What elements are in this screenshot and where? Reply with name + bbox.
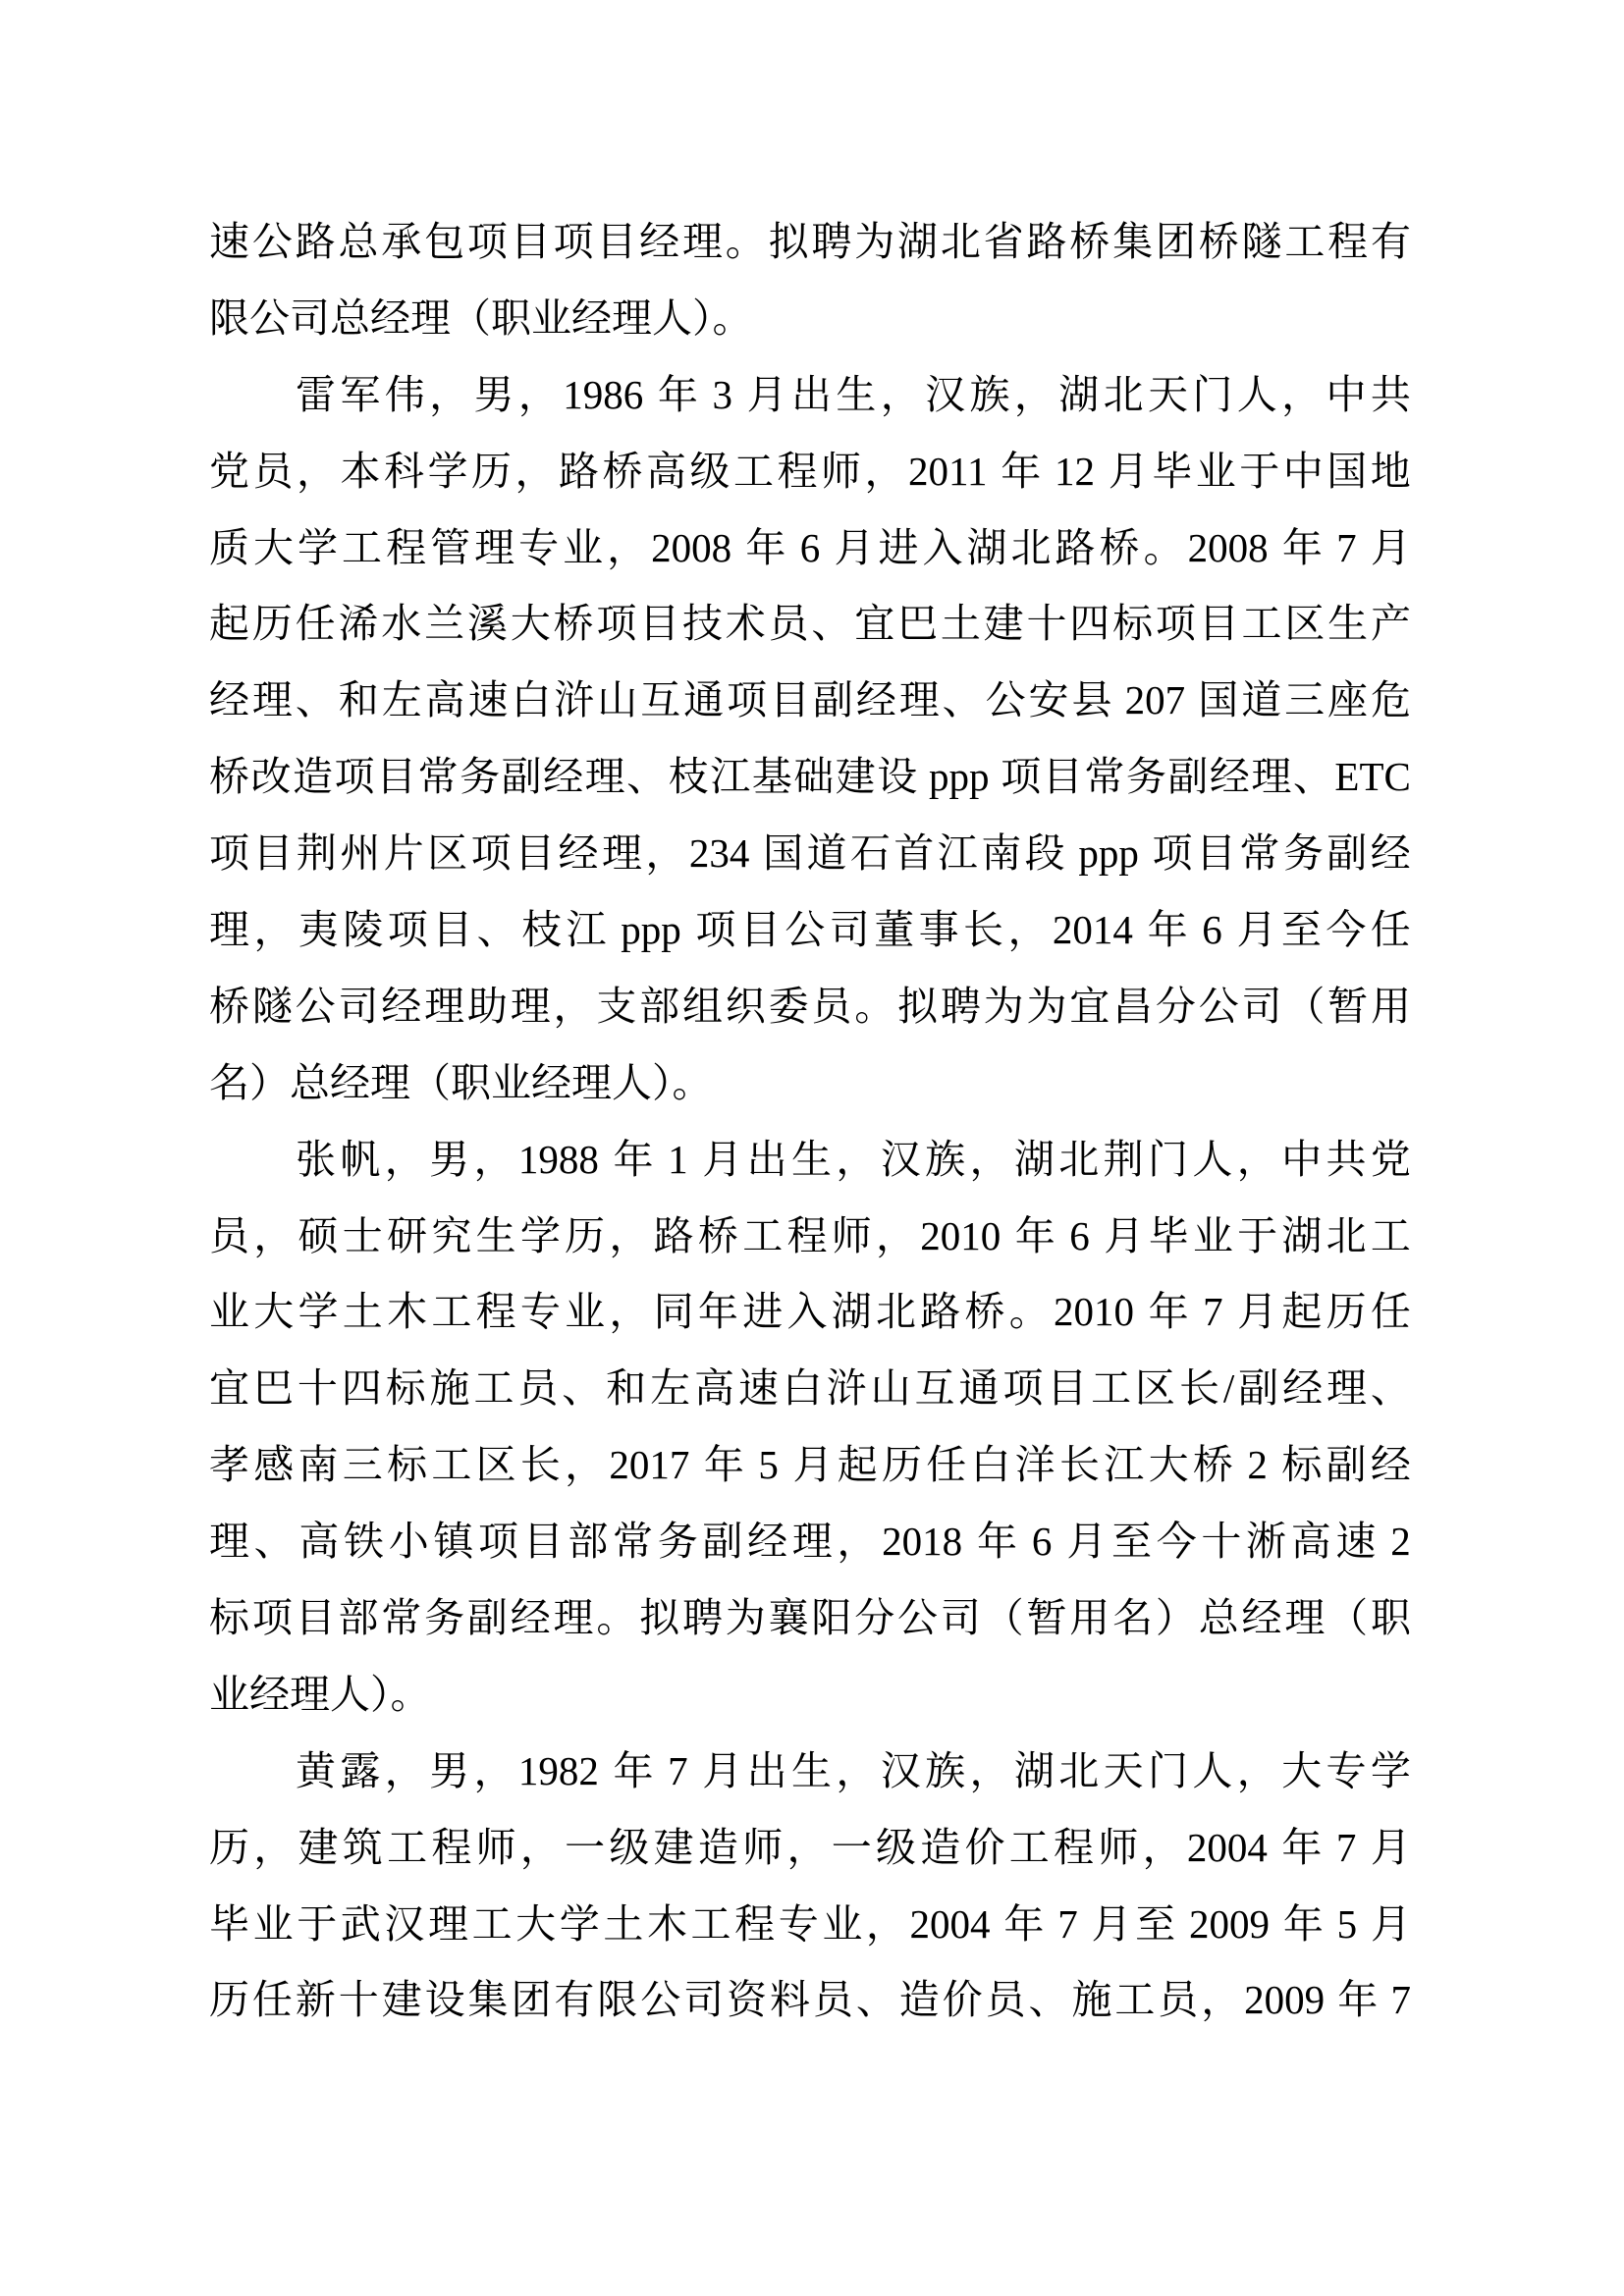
document-body <box>209 204 1411 2039</box>
text-line: 宜 巴 十 四 标 施 工 员 、 和 左 高 速 白 浒 山 互 通 项 目 工 区 长 / 副 经 理 、 <box>209 1365 1411 1412</box>
text-line: 理 ， 夷 陵 项 目 、 枝 江 ppp 项 目 公 司 董 事 长 ， 2014 年 6 月 至 今 任 <box>209 907 1411 953</box>
text-line: 桥 隧 公 司 经 理 助 理 ， 支 部 组 织 委 员 。 拟 聘 为 为 宜 昌 分 公 司 （ 暂 用 <box>209 983 1411 1029</box>
text-line: 限公司总经理（职业经理人）。 <box>209 294 753 341</box>
text-line: 毕 业 于 武 汉 理 工 大 学 土 木 工 程 专 业 ， 2004 年 7 月 至 2009 年 5 月 <box>209 1900 1411 1947</box>
text-line: 起 历 任 浠 水 兰 溪 大 桥 项 目 技 术 员 、 宜 巴 土 建 十 四 标 项 目 工 区 生 产 <box>209 601 1411 647</box>
text-line: 标 项 目 部 常 务 副 经 理 。 拟 聘 为 襄 阳 分 公 司 （ 暂 用 名 ） 总 经 理 （ 职 <box>209 1595 1411 1641</box>
text-line: 孝 感 南 三 标 工 区 长 ， 2017 年 5 月 起 历 任 白 洋 长 江 大 桥 2 标 副 经 <box>209 1442 1411 1488</box>
text-line: 党 员 ， 本 科 学 历 ， 路 桥 高 级 工 程 师 ， 2011 年 12 月 毕 业 于 中 国 地 <box>209 448 1411 494</box>
text-line: 经 理 、 和 左 高 速 白 浒 山 互 通 项 目 副 经 理 、 公 安 县 207 国 道 三 座 危 <box>209 677 1411 723</box>
text-line: 张 帆 ， 男 ， 1988 年 1 月 出 生 ， 汉 族 ， 湖 北 荆 门 人 ， 中 共 党 <box>296 1136 1411 1182</box>
text-line: 理 、 高 铁 小 镇 项 目 部 常 务 副 经 理 ， 2018 年 6 月 至 今 十 淅 高 速 2 <box>209 1519 1411 1565</box>
text-line: 名）总经理（职业经理人）。 <box>209 1059 713 1105</box>
text-line: 桥 改 造 项 目 常 务 副 经 理 、 枝 江 基 础 建 设 ppp 项 目 常 务 副 经 理 、 ETC <box>209 754 1411 800</box>
text-line: 业经理人）。 <box>209 1671 431 1717</box>
text-line: 黄 露 ， 男 ， 1982 年 7 月 出 生 ， 汉 族 ， 湖 北 天 门 人 ， 大 专 学 <box>296 1747 1411 1793</box>
text-line: 质 大 学 工 程 管 理 专 业 ， 2008 年 6 月 进 入 湖 北 路 桥 。 2008 年 7 月 <box>209 524 1411 570</box>
text-line: 历 任 新 十 建 设 集 团 有 限 公 司 资 料 员 、 造 价 员 、 施 工 员 ， 2009 年 7 <box>209 1977 1411 2023</box>
text-line: 历 ， 建 筑 工 程 师 ， 一 级 建 造 师 ， 一 级 造 价 工 程 师 ， 2004 年 7 月 <box>209 1824 1411 1870</box>
text-line: 速 公 路 总 承 包 项 目 项 目 经 理 。 拟 聘 为 湖 北 省 路 桥 集 团 桥 隧 工 程 有 <box>209 219 1411 264</box>
text-line: 雷 军 伟 ， 男 ， 1986 年 3 月 出 生 ， 汉 族 ， 湖 北 天 门 人 ， 中 共 <box>296 371 1411 417</box>
text-line: 项 目 荆 州 片 区 项 目 经 理 ， 234 国 道 石 首 江 南 段 ppp 项 目 常 务 副 经 <box>209 830 1411 877</box>
text-line: 员 ， 硕 士 研 究 生 学 历 ， 路 桥 工 程 师 ， 2010 年 6 月 毕 业 于 湖 北 工 <box>209 1212 1411 1258</box>
text-line: 业 大 学 土 木 工 程 专 业 ， 同 年 进 入 湖 北 路 桥 。 2010 年 7 月 起 历 任 <box>209 1289 1411 1335</box>
